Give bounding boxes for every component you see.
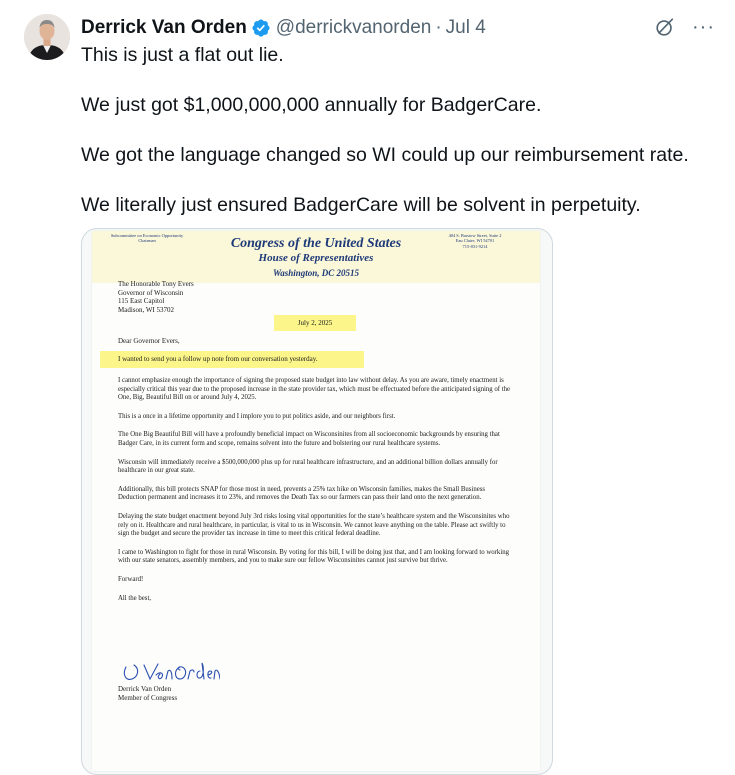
letterhead-city: Washington, DC 20515 — [272, 268, 360, 278]
tweet-media-image[interactable] — [81, 228, 553, 775]
letterhead-right: 404 S. Barstow Street, Suite 2 Eau Claire, WI 54701 715-831-9214 — [448, 233, 502, 249]
letter-paragraph: Wisconsin will immediately receive a $500,000,000 plus up for rural healthcare infrastructure, and an additional billion dollars annually for healthcare in our great state. — [118, 458, 498, 475]
tweet-text — [81, 42, 711, 242]
handwritten-signature — [120, 659, 220, 685]
tweet-header — [81, 15, 486, 41]
letter-paragraph: I came to Washington to fight for those in rural Wisconsin. By voting for this bill, I will be doing just that, and I am looking forward to working with our state senators, assembly members, and you to make sure our fellow Wisconsinites cannot just survive but thrive. — [118, 548, 510, 565]
letter-paragraph: Additionally, this bill protects SNAP for those most in need, prevents a 25% tax hike on Wisconsin families, makes the Small Business Deduction permanent and increases it to 23%, and removes the Death Tax so our farmers can pass their land onto the next generation. — [118, 485, 486, 502]
author-name[interactable]: Derrick Van Orden — [81, 17, 247, 38]
tweet-paragraph: We just got $1,000,000,000 annually for BadgerCare. — [81, 94, 542, 116]
letterhead-house: House of Representatives — [258, 252, 374, 264]
header-separator: · — [435, 17, 442, 38]
verified-badge-icon — [251, 18, 271, 38]
author-handle[interactable]: @derrickvanorden — [275, 17, 432, 38]
letter-highlighted-line: I wanted to send you a follow up note from our conversation yesterday. — [100, 351, 364, 368]
letter-paragraph: Forward! — [118, 575, 144, 583]
tweet-paragraph: This is just a flat out lie. — [81, 44, 284, 66]
letter-paragraph: All the best, — [118, 594, 152, 602]
letterhead-left: Subcommittee on Economic Opportunity Chairman — [110, 233, 184, 243]
letter-body — [118, 377, 514, 613]
tweet-paragraph: We got the language changed so WI could up our reimbursement rate. — [81, 144, 689, 166]
letter-document — [92, 231, 540, 771]
tweet-date[interactable]: Jul 4 — [445, 17, 486, 38]
letter-date: July 2, 2025 — [274, 315, 356, 331]
tweet-paragraph: We literally just ensured BadgerCare will be solvent in perpetuity. — [81, 194, 641, 216]
grok-icon[interactable] — [654, 16, 676, 38]
letter-paragraph: This is a once in a lifetime opportunity and I implore you to put politics aside, and our neighbors first. — [118, 412, 396, 420]
tweet-actions — [654, 16, 715, 38]
letter-salutation: Dear Governor Evers, — [118, 337, 180, 345]
letterhead-congress: Congress of the United States — [230, 236, 402, 251]
avatar-photo-icon — [24, 14, 70, 60]
recipient-address: The Honorable Tony Evers Governor of Wisconsin 115 East Capitol Madison, WI 53702 — [118, 280, 194, 314]
signer-block: Derrick Van Orden Member of Congress — [118, 685, 178, 702]
more-options-icon[interactable]: ··· — [692, 16, 715, 38]
letter-paragraph: I cannot emphasize enough the importance of signing the proposed state budget into law without delay. As you are aware, timely enactment is especially critical this year due to the proposed increase in the state provider tax, which must be effectuated before the anticipated signing of the One, Big, Beautiful Bill on or around July 4, 2025. — [118, 377, 511, 402]
letter-paragraph: The One Big Beautiful Bill will have a profoundly beneficial impact on Wisconsinites from all socioeconomic backgrounds by ensuring that Badger Care, in its current form and scope, remains solvent into the future and bolstering our rural healthcare systems. — [118, 431, 500, 447]
letter-paragraph: Delaying the state budget enactment beyond July 3rd risks losing vital opportunities for the state’s healthcare system and the Wisconsinites who rely on it. Healthcare and rural healthcare, in particular, is vital to us in Wisconsin. We cannot leave anything on the table. Please act swiftly to sign the budget and secure the provider tax increase in time to meet this critical federal deadline. — [118, 512, 510, 538]
avatar[interactable] — [24, 14, 70, 60]
